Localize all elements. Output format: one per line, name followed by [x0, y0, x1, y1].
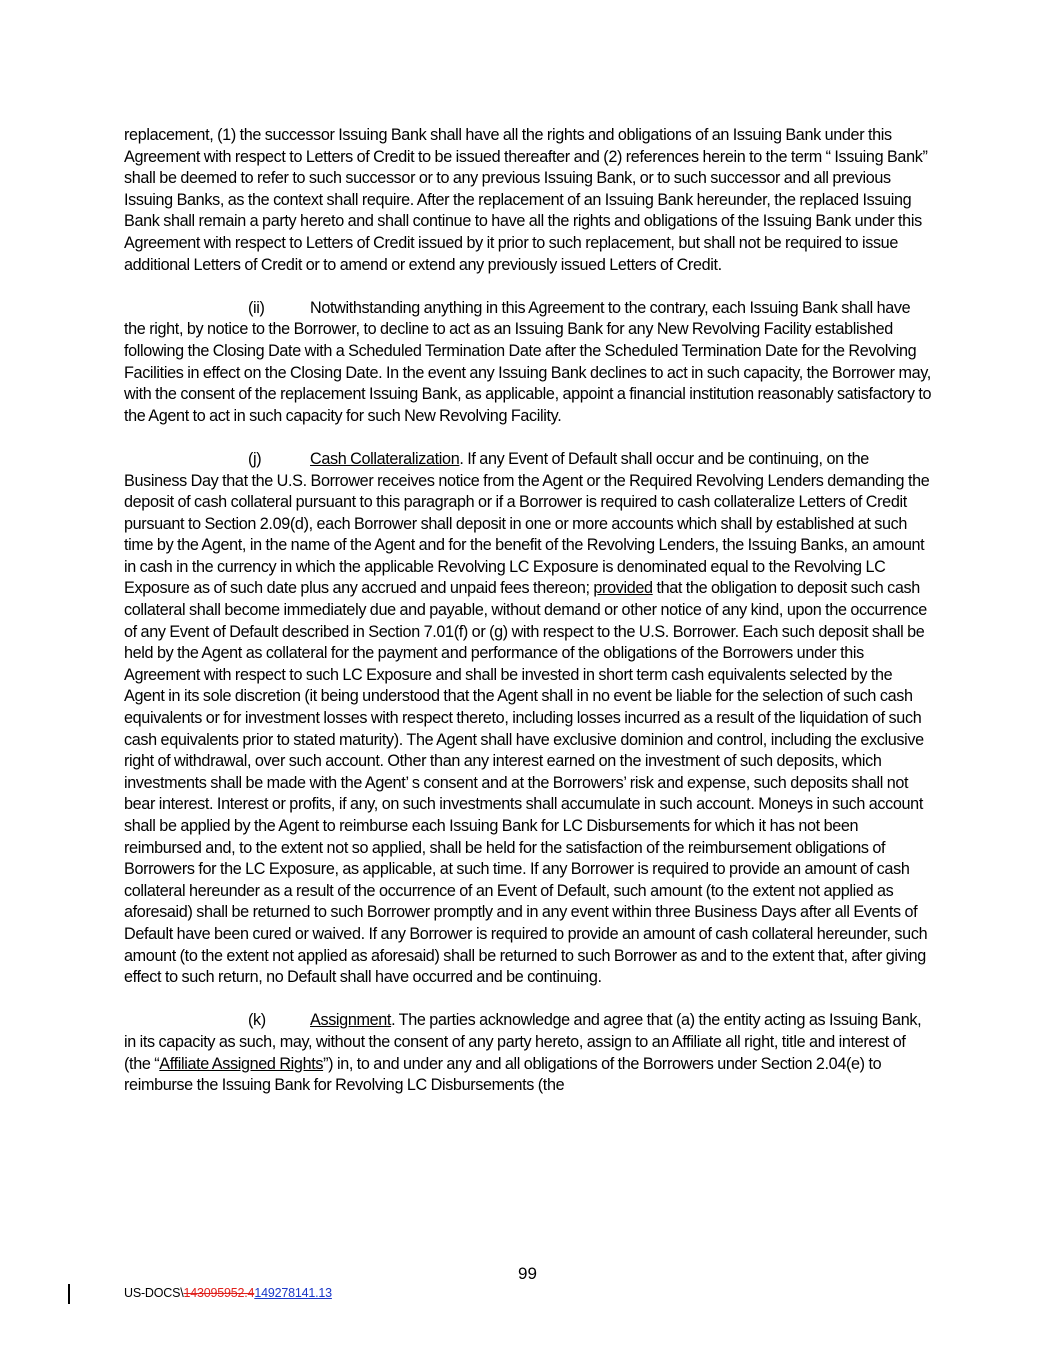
paragraph-k-number: (k) — [248, 1011, 266, 1030]
paragraph-j-heading: Cash Collateralization — [310, 449, 460, 468]
document-id-footer — [124, 1286, 332, 1300]
paragraph-j-text-2: that the obligation to deposit such cash collateral shall become immediately due and payable, without demand or other notice of any kind, upon the occurrence of any Event of Default described in Section 7.01(f) or (g) with respect to the U.S. Borrower. Each such deposit shall be held by the Agent as collateral for the payment and performance of the obligations of the Borrowers under this Agreement with respect to such LC Exposure and shall be invested in short term cash equivalents selected by the Agent in its sole discretion (it being understood that the Agent shall in no event be liable for the selection of such cash equivalents or for investment losses with respect thereto, including losses incurred as a result of the liquidation of such cash equivalents prior to stated maturity). The Agent shall have exclusive dominion and control, including the exclusive right of withdrawal, over such account. Other than any interest earned on the investment of such deposits, which investments shall be made with the Agent’ s consent and at the Borrowers’ risk and expense, such deposits shall not bear interest. Interest or profits, if any, on such investments shall accumulate in such account. Moneys in such account shall be applied by the Agent to reimburse each Issuing Bank for LC Disbursements for which it has not been reimbursed and, to the extent not so applied, shall be held for the satisfaction of the reimbursement obligations of Borrowers for the LC Exposure, as applicable, at such time. If any Borrower is required to provide an amount of cash collateral hereunder as a result of the occurrence of an Event of Default, such amount (to the extent not applied as aforesaid) shall be returned to such Borrower promptly and in any event within three Business Days after all Events of Default have been cured or waived. If any Borrower is required to provide an amount of cash collateral hereunder, such amount (to the extent not applied as aforesaid) shall be returned to such Borrower as and to the extent that, after giving effect to such return, no Default shall have occurred and be continuing. — [124, 579, 928, 987]
defined-term-affiliate-assigned-rights: Affiliate Assigned Rights — [159, 1054, 324, 1073]
provided-term: provided — [593, 579, 653, 598]
paragraph-ii-text: Notwithstanding anything in this Agreement to the contrary, each Issuing Bank shall have the right, by notice to the Borrower, to decline to act as an Issuing Bank for any New Revolving Facility established following the Closing Date with a Scheduled Termination Date after the Scheduled Termination Date for the Revolving Facilities in effect on the Closing Date. In the event any Issuing Bank declines to act in such capacity, the Borrower may, with the consent of the replacement Issuing Bank, as applicable, appoint a financial institution reasonably satisfactory to the Agent to act in such capacity for such New Revolving Facility. — [124, 298, 932, 425]
paragraph-k-text-1: . The parties acknowledge and agree that (a) the entity acting as Issuing Bank, in its capacity as such, may, without the consent of any party hereto, assign to an Affiliate all right, title and interest of (the “ — [124, 1011, 922, 1073]
paragraph-ii-number: (ii) — [248, 298, 265, 317]
paragraph-j — [124, 449, 932, 989]
body-text — [124, 125, 932, 1118]
paragraph-j-number: (j) — [248, 449, 262, 468]
paragraph-continuation: replacement, (1) the successor Issuing Bank shall have all the rights and obligations of an Issuing Bank under this Agreement with respect to Letters of Credit to be issued thereafter and (2) references herein to the term “ Issuing Bank” shall be deemed to refer to such successor or to any previous Issuing Bank, or to such successor and all previous Issuing Banks, as the context shall require. After the replacement of an Issuing Bank hereunder, the replaced Issuing Bank shall remain a party hereto and shall continue to have all the rights and obligations of the Issuing Bank under this Agreement with respect to Letters of Credit issued by it prior to such replacement, but shall not be required to issue additional Letters of Credit or to amend or extend any previously issued Letters of Credit. — [124, 126, 928, 274]
paragraph-k-heading: Assignment — [310, 1011, 392, 1030]
change-bar — [68, 1284, 70, 1304]
inserted-doc-number: 149278141.13 — [254, 1286, 332, 1300]
page-number: 99 — [518, 1264, 537, 1283]
paragraph-k-text-2: ”) in, to and under any and all obligations of the Borrowers under Section 2.04(e) to reimburse the Issuing Bank for Revolving LC Disbursements (the — [124, 1054, 882, 1095]
paragraph-ii — [124, 298, 932, 428]
footer-prefix: US-DOCS\ — [124, 1286, 184, 1300]
deleted-doc-number: 143095952.4 — [183, 1286, 255, 1300]
paragraph-j-text-1: . If any Event of Default shall occur and be continuing, on the Business Day that the U.S. Borrower receives notice from the Agent or the Required Revolving Lenders demanding the deposit of cash collateral pursuant to this paragraph or if a Borrower is required to cash collateralize Letters of Credit pursuant to Section 2.09(d), each Borrower shall deposit in one or more accounts which shall by established at such time by the Agent, in the name of the Agent and for the benefit of the Revolving Lenders, the Issuing Banks, an amount in cash in the currency in which the applicable Revolving LC Exposure is denominated equal to the Revolving LC Exposure as of such date plus any accrued and unpaid fees thereon; — [124, 449, 930, 598]
paragraph-k — [124, 1010, 932, 1096]
